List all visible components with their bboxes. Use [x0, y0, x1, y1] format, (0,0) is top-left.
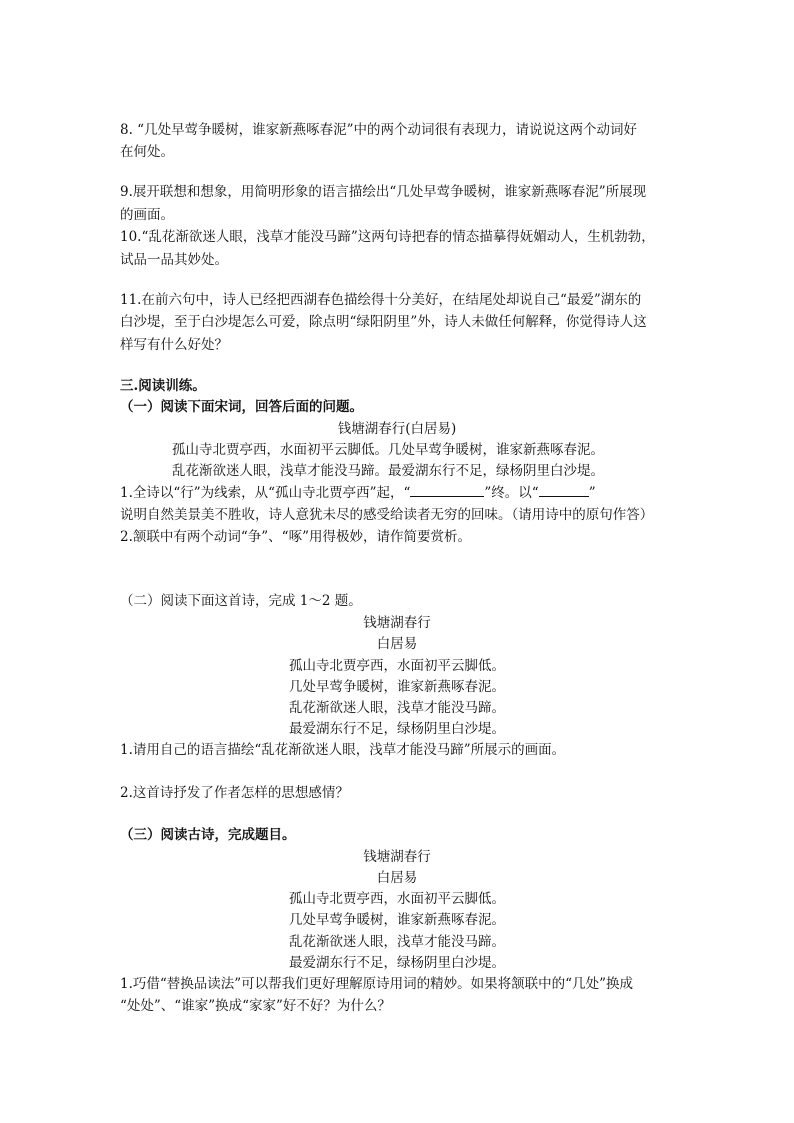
- answer-blank-1[interactable]: [410, 484, 484, 497]
- q10-line2: 试品一品其妙处。: [120, 252, 228, 268]
- section-title: 三.阅读训练。: [120, 378, 206, 394]
- part1-poem-line1: 孤山寺北贾亭西，水面初平云脚低。几处早莺争暖树，谁家新燕啄春泥。: [172, 442, 604, 458]
- part3-poem-line: 几处早莺争暖树，谁家新燕啄春泥。: [289, 912, 505, 928]
- part1-q1-text-a: 1.全诗以“行”为线索，从“孤山寺北贾亭西”起，“: [120, 485, 411, 501]
- part2-poem-line: 孤山寺北贾亭西，水面初平云脚低。: [289, 658, 505, 674]
- q11-line2: 白沙堤，至于白沙堤怎么可爱，除点明“绿阳阴里”外，诗人未做任何解释，你觉得诗人这: [120, 314, 647, 330]
- part2-poem-line: 最爱湖东行不足，绿杨阴里白沙堤。: [289, 721, 505, 737]
- part2-author: 白居易: [376, 636, 418, 652]
- part1-poem-title: 钱塘湖春行(白居易): [337, 421, 457, 437]
- q11-line1: 11.在前六句中，诗人已经把西湖春色描绘得十分美好，在结尾处却说自己“最爱”湖东的: [120, 292, 642, 308]
- part1-q1-text-b: ”终。以“: [484, 485, 539, 501]
- answer-blank-2[interactable]: [539, 484, 589, 497]
- part2-poem-line: 乱花渐欲迷人眼，浅草才能没马蹄。: [289, 700, 505, 716]
- part3-q1-line1: 1.巧借“替换品读法”可以帮我们更好理解原诗用词的精妙。如果将颔联中的“几处”换成: [120, 976, 633, 992]
- part3-poem-line: 最爱湖东行不足，绿杨阴里白沙堤。: [289, 955, 505, 971]
- part3-author: 白居易: [376, 870, 418, 886]
- q8-line1: 8. “几处早莺争暖树，谁家新燕啄春泥”中的两个动词很有表现力，请说说这两个动词好: [120, 122, 637, 138]
- part1-poem-line2: 乱花渐欲迷人眼，浅草才能没马蹄。最爱湖东行不足，绿杨阴里白沙堤。: [172, 463, 604, 479]
- q9-line1: 9.展开联想和想象，用简明形象的语言描绘出“几处早莺争暖树，谁家新燕啄春泥”所展现: [120, 184, 647, 200]
- part1-q2: 2.颔联中有两个动词“争”、“啄”用得极妙，请作简要赏析。: [120, 529, 471, 545]
- q9-line2: 的画面。: [120, 207, 174, 223]
- part3-poem-line: 乱花渐欲迷人眼，浅草才能没马蹄。: [289, 934, 505, 950]
- part1-q1-line1: [120, 483, 596, 503]
- part3-poem-line: 孤山寺北贾亭西，水面初平云脚低。: [289, 891, 505, 907]
- part1-heading: （一）阅读下面宋词，回答后面的问题。: [120, 399, 363, 415]
- part2-poem-title: 钱塘湖春行: [363, 615, 431, 631]
- part2-q2: 2.这首诗抒发了作者怎样的思想感情？: [120, 785, 349, 801]
- part2-poem-line: 几处早莺争暖树，谁家新燕啄春泥。: [289, 679, 505, 695]
- part1-q1-line2: 说明自然美景美不胜收，诗人意犹未尽的感受给读者无穷的回味。（请用诗中的原句作答）: [120, 507, 654, 523]
- part1-q1-text-c: ”: [588, 485, 596, 501]
- part3-poem-title: 钱塘湖春行: [363, 849, 431, 865]
- q8-line2: 在何处。: [120, 144, 174, 160]
- part2-heading: （二）阅读下面这首诗，完成 1～2 题。: [120, 593, 362, 609]
- part2-q1: 1.请用自己的语言描绘“乱花渐欲迷人眼，浅草才能没马蹄”所展示的画面。: [120, 742, 566, 758]
- part3-q1-line2: “处处”、“谁家”换成“家家”好不好？为什么？: [120, 998, 391, 1014]
- q11-line3: 样写有什么好处？: [120, 337, 228, 353]
- q10-line1: 10.“乱花渐欲迷人眼，浅草才能没马蹄”这两句诗把春的情态描摹得妩媚动人，生机勃勃，: [120, 229, 655, 245]
- part3-heading: （三）阅读古诗，完成题目。: [120, 827, 296, 843]
